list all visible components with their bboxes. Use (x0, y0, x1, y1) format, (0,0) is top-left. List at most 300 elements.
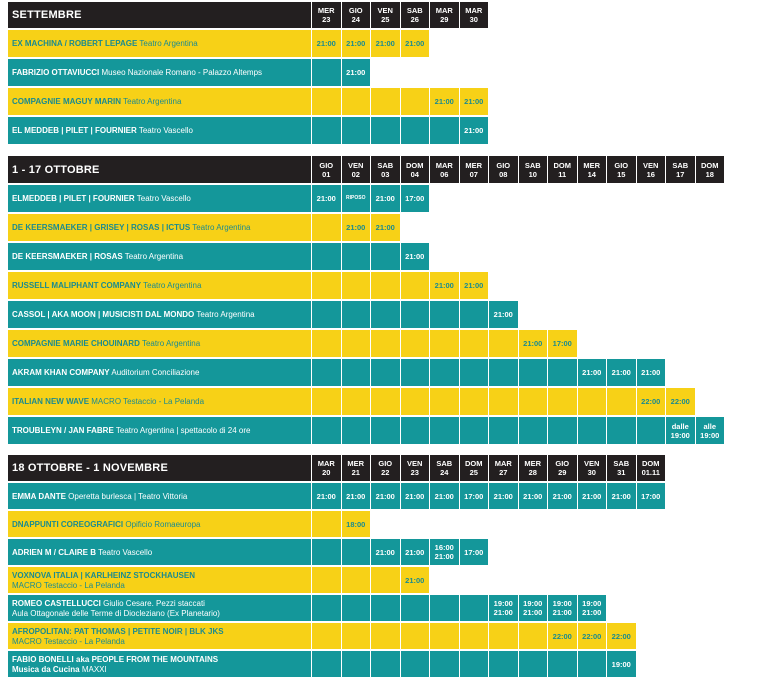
day-name: MAR (435, 6, 453, 15)
day-header (311, 156, 341, 183)
event-name: ROMEO CASTELLUCCI (12, 598, 101, 608)
time-cell (341, 539, 371, 565)
event-venue: MAXXI (81, 664, 107, 674)
time-cell (429, 388, 459, 415)
time-cell (311, 567, 341, 593)
time-cell (370, 623, 400, 649)
time-cell (547, 359, 577, 386)
time-cell (341, 483, 371, 509)
day-header (518, 455, 548, 481)
event-label (8, 388, 311, 415)
time-cell (547, 388, 577, 415)
day-number: 26 (410, 15, 419, 24)
time-text: 21:00 (493, 310, 513, 319)
day-name: VEN (377, 6, 393, 15)
day-name: SAB (406, 6, 423, 15)
time-text: 17:00 (405, 194, 425, 203)
day-name: MER (317, 6, 335, 15)
event-line (12, 126, 311, 136)
event-venue: MACRO Testaccio - La Pelanda (12, 580, 125, 590)
day-header (459, 455, 489, 481)
time-cell (400, 88, 430, 115)
event-venue: Teatro Vascello (98, 547, 153, 557)
time-text: 21:00 (582, 608, 602, 617)
day-number: 03 (381, 169, 390, 179)
time-text: 21:00 (375, 223, 395, 232)
day-number: 06 (440, 169, 449, 179)
section-title (8, 2, 311, 28)
time-cell (429, 272, 459, 299)
time-text: 21:00 (434, 97, 454, 106)
time-cell (459, 301, 489, 328)
event-name: COMPAGNIE MARIE CHOUINARD (12, 339, 140, 348)
event-line (12, 397, 311, 407)
time-cell (518, 359, 548, 386)
time-text: 21:00 (493, 491, 513, 501)
time-cell (665, 388, 695, 415)
event-label (8, 483, 311, 509)
time-text: 21:00 (552, 608, 572, 617)
time-cell (459, 539, 489, 565)
time-cell (370, 301, 400, 328)
day-name: SAB (377, 160, 394, 170)
time-cell (400, 483, 430, 509)
time-cell (429, 623, 459, 649)
day-number: 21 (351, 468, 360, 477)
event-name: EMMA DANTE (12, 491, 66, 501)
event-line (12, 571, 311, 581)
time-cell (341, 301, 371, 328)
day-number: 25 (469, 468, 478, 477)
time-cell (370, 272, 400, 299)
event-venue: Teatro Argentina (139, 39, 198, 48)
time-text: 19:00 (611, 659, 631, 669)
time-text: 21:00 (582, 368, 602, 377)
event-name: DE KEERSMAEKER | ROSAS (12, 252, 123, 261)
time-cell (518, 330, 548, 357)
time-cell (341, 272, 371, 299)
time-cell (429, 88, 459, 115)
time-text: 22:00 (611, 631, 631, 641)
time-cell (341, 388, 371, 415)
time-text: 21:00 (405, 575, 425, 585)
time-cell (341, 243, 371, 270)
time-cell (577, 651, 607, 677)
day-name: VEN (407, 459, 423, 468)
event-line (12, 548, 311, 558)
day-name: GIO (496, 160, 511, 170)
event-name: DNAPPUNTI COREOGRAFICI (12, 519, 124, 529)
event-line (12, 252, 311, 262)
time-cell (370, 30, 400, 57)
event-line (12, 599, 311, 609)
time-cell (636, 388, 666, 415)
time-cell (636, 417, 666, 444)
day-name: SAB (436, 459, 453, 468)
day-name: DOM (465, 459, 483, 468)
time-text: 21:00 (582, 491, 602, 501)
time-cell (547, 417, 577, 444)
time-text: 17:00 (552, 339, 572, 348)
event-name: ITALIAN NEW WAVE (12, 397, 90, 406)
time-cell (311, 88, 341, 115)
day-number: 23 (322, 15, 331, 24)
time-text: 21:00 (375, 491, 395, 501)
time-text: 19:00 (493, 599, 513, 608)
time-cell (370, 185, 400, 212)
event-name: EX MACHINA / ROBERT LEPAGE (12, 39, 138, 48)
time-cell (429, 330, 459, 357)
day-number: 27 (499, 468, 508, 477)
time-cell (370, 88, 400, 115)
day-number: 23 (410, 468, 419, 477)
time-text: 17:00 (464, 491, 484, 501)
event-venue: Teatro Argentina (124, 252, 184, 261)
time-cell (311, 623, 341, 649)
event-label (8, 595, 311, 621)
event-label (8, 567, 311, 593)
time-cell (459, 330, 489, 357)
day-header (636, 156, 666, 183)
time-cell (606, 359, 636, 386)
day-number: 29 (558, 468, 567, 477)
time-cell (518, 595, 548, 621)
time-cell (459, 88, 489, 115)
time-text: 21:00 (316, 39, 336, 48)
time-cell (370, 651, 400, 677)
time-cell (459, 388, 489, 415)
time-cell (488, 483, 518, 509)
day-header (459, 2, 489, 28)
section-title-text: SETTEMBRE (12, 9, 82, 21)
time-cell (488, 417, 518, 444)
day-header (488, 455, 518, 481)
event-label (8, 59, 311, 86)
time-cell (370, 388, 400, 415)
day-number: 14 (587, 169, 596, 179)
time-cell (400, 272, 430, 299)
time-text: 21:00 (523, 339, 543, 348)
event-line (12, 426, 311, 436)
time-cell (518, 483, 548, 509)
day-name: DOM (701, 160, 719, 170)
time-text: 21:00 (405, 252, 425, 261)
day-header (459, 156, 489, 183)
day-header (577, 455, 607, 481)
time-cell (400, 388, 430, 415)
time-cell (311, 511, 341, 537)
time-cell (400, 623, 430, 649)
time-text: 22:00 (552, 631, 572, 641)
event-label (8, 539, 311, 565)
section-title-text: 1 - 17 OTTOBRE (12, 163, 100, 176)
event-line (12, 655, 311, 665)
time-cell (665, 417, 695, 444)
event-name: EL MEDDEB | PILET | FOURNIER (12, 126, 137, 135)
event-venue: Giulio Cesare. Pezzi staccati (103, 598, 205, 608)
day-header (518, 156, 548, 183)
time-cell (518, 388, 548, 415)
event-venue: Teatro Argentina (143, 281, 202, 290)
event-label (8, 301, 311, 328)
day-name: VEN (643, 160, 659, 170)
time-text: 17:00 (641, 491, 661, 501)
time-cell (429, 359, 459, 386)
time-cell (606, 388, 636, 415)
day-header (606, 455, 636, 481)
time-cell (488, 301, 518, 328)
time-text: 21:00 (641, 368, 661, 377)
time-text: alle (703, 421, 716, 431)
time-cell (577, 388, 607, 415)
time-cell (518, 651, 548, 677)
event-line (12, 97, 311, 107)
event-label (8, 185, 311, 212)
day-name: MER (347, 459, 365, 468)
event-line (12, 68, 311, 78)
time-text: 21:00 (316, 194, 336, 203)
day-number: 04 (410, 169, 419, 179)
event-label (8, 272, 311, 299)
time-cell (547, 623, 577, 649)
time-cell (311, 595, 341, 621)
time-cell (400, 243, 430, 270)
time-cell (400, 595, 430, 621)
event-line (12, 665, 311, 675)
time-text: 21:00 (611, 368, 631, 377)
event-venue: Aula Ottagonale delle Terme di Diocleziano (Ex Planetario) (12, 608, 220, 618)
time-cell (370, 359, 400, 386)
event-label (8, 88, 311, 115)
time-cell (429, 595, 459, 621)
day-number: 08 (499, 169, 508, 179)
time-cell (370, 595, 400, 621)
time-cell (400, 185, 430, 212)
time-cell (488, 359, 518, 386)
event-label (8, 117, 311, 144)
event-line (12, 368, 311, 378)
day-number: 29 (440, 15, 449, 24)
time-cell (341, 417, 371, 444)
time-cell (400, 567, 430, 593)
event-venue: Auditorium Conciliazione (111, 368, 200, 377)
day-name: GIO (614, 160, 629, 170)
day-number: 20 (322, 468, 331, 477)
time-cell (400, 30, 430, 57)
time-cell (577, 483, 607, 509)
day-name: MAR (465, 6, 483, 15)
time-cell (341, 59, 371, 86)
time-cell (547, 595, 577, 621)
time-cell (311, 59, 341, 86)
event-name: FABIO BONELLI aka PEOPLE FROM THE MOUNTAINS (12, 654, 219, 664)
day-header (695, 156, 725, 183)
day-header (341, 455, 371, 481)
day-header (370, 156, 400, 183)
event-venue: Opificio Romaeuropa (125, 519, 201, 529)
event-line (12, 339, 311, 349)
day-name: SAB (613, 459, 630, 468)
time-text: 21:00 (375, 194, 395, 203)
time-text: 21:00 (346, 223, 366, 232)
time-text: 21:00 (434, 281, 454, 290)
time-cell (547, 330, 577, 357)
time-cell (370, 483, 400, 509)
event-name: RUSSELL MALIPHANT COMPANY (12, 281, 142, 290)
time-cell (459, 117, 489, 144)
day-header (370, 2, 400, 28)
time-cell (370, 330, 400, 357)
day-header (400, 455, 430, 481)
time-text: 21:00 (611, 491, 631, 501)
day-name: GIO (319, 160, 334, 170)
event-line (12, 194, 311, 204)
time-text: 21:00 (405, 547, 425, 557)
time-cell (400, 301, 430, 328)
time-cell (459, 623, 489, 649)
time-cell (400, 651, 430, 677)
time-cell (311, 330, 341, 357)
section-title (8, 156, 311, 183)
day-number: 16 (646, 169, 655, 179)
event-line (12, 520, 311, 530)
event-label (8, 651, 311, 677)
day-header (400, 2, 430, 28)
time-text: 22:00 (670, 397, 690, 406)
event-venue: Teatro Argentina | spettacolo di 24 ore (115, 426, 251, 435)
event-label (8, 243, 311, 270)
day-name: MER (583, 160, 601, 170)
time-text: 21:00 (523, 491, 543, 501)
event-name: FABRIZIO OTTAVIUCCI (12, 68, 100, 77)
time-cell (311, 243, 341, 270)
time-cell (488, 651, 518, 677)
day-number: 01.11 (641, 468, 660, 477)
day-number: 17 (676, 169, 685, 179)
day-number: 07 (469, 169, 478, 179)
day-name: GIO (378, 459, 393, 468)
day-header (488, 156, 518, 183)
time-cell (429, 417, 459, 444)
day-header (429, 156, 459, 183)
time-text: 21:00 (552, 491, 572, 501)
time-cell (400, 117, 430, 144)
time-text: 19:00 (700, 430, 720, 440)
time-cell (429, 483, 459, 509)
day-number: 24 (440, 468, 449, 477)
time-cell (311, 359, 341, 386)
day-number: 30 (587, 468, 596, 477)
time-cell (459, 483, 489, 509)
time-text: 22:00 (582, 631, 602, 641)
time-cell (311, 417, 341, 444)
time-cell (400, 539, 430, 565)
event-name: TROUBLEYN / JAN FABRE (12, 426, 114, 435)
time-cell (577, 623, 607, 649)
day-number: 24 (351, 15, 360, 24)
time-text: 21:00 (405, 39, 425, 48)
time-cell (341, 651, 371, 677)
event-venue: Teatro Argentina (141, 339, 201, 348)
day-name: SAB (524, 160, 541, 170)
time-cell (341, 30, 371, 57)
time-cell (400, 359, 430, 386)
time-cell (341, 185, 371, 212)
time-cell (606, 417, 636, 444)
time-cell (518, 623, 548, 649)
day-header (665, 156, 695, 183)
section-title-text: 18 OTTOBRE - 1 NOVEMBRE (12, 462, 168, 474)
event-name: ADRIEN M / CLAIRE B (12, 547, 96, 557)
time-cell (488, 330, 518, 357)
day-number: 11 (558, 169, 567, 179)
time-cell (311, 301, 341, 328)
time-cell (341, 214, 371, 241)
event-line (12, 310, 311, 320)
day-name: DOM (553, 160, 571, 170)
event-venue: Teatro Vascello (136, 194, 191, 203)
event-name: CASSOL | AKA MOON | MUSICISTI DAL MONDO (12, 310, 195, 319)
time-cell (459, 359, 489, 386)
time-text: 16:00 (434, 543, 454, 552)
event-venue: Teatro Argentina (123, 97, 182, 106)
day-name: MER (524, 459, 542, 468)
event-label (8, 359, 311, 386)
time-cell (311, 30, 341, 57)
time-text: 21:00 (346, 491, 366, 501)
time-text: 21:00 (464, 97, 484, 106)
time-text: 19:00 (552, 599, 572, 608)
day-number: 10 (528, 169, 537, 179)
event-venue: MACRO Testaccio - La Pelanda (12, 636, 125, 646)
time-text: 21:00 (405, 491, 425, 501)
time-cell (370, 567, 400, 593)
event-line (12, 492, 311, 502)
day-number: 18 (705, 169, 714, 179)
time-text: 21:00 (375, 39, 395, 48)
event-name: VOXNOVA ITALIA | KARLHEINZ STOCKHAUSEN (12, 570, 195, 580)
time-cell (459, 417, 489, 444)
time-cell (341, 117, 371, 144)
day-header (577, 156, 607, 183)
day-name: MAR (317, 459, 335, 468)
day-name: DOM (642, 459, 660, 468)
day-header (547, 156, 577, 183)
day-number: 02 (351, 169, 360, 179)
time-cell (518, 417, 548, 444)
time-cell (311, 539, 341, 565)
event-name: DE KEERSMAEKER | GRISEY | ROSAS | ICTUS (12, 223, 191, 232)
time-text: 21:00 (493, 608, 513, 617)
time-cell (311, 388, 341, 415)
time-cell (370, 214, 400, 241)
time-cell (370, 243, 400, 270)
event-name: ELMEDDEB | PILET | FOURNIER (12, 194, 135, 203)
time-text: 21:00 (523, 608, 543, 617)
event-name: COMPAGNIE MAGUY MARIN (12, 97, 122, 106)
day-header (400, 156, 430, 183)
time-cell (370, 117, 400, 144)
event-line (12, 281, 311, 291)
time-cell (547, 651, 577, 677)
time-cell (488, 595, 518, 621)
time-text: 18:00 (346, 519, 366, 529)
time-cell (547, 483, 577, 509)
time-cell (311, 483, 341, 509)
day-header (311, 455, 341, 481)
day-header (341, 156, 371, 183)
event-venue: Teatro Vascello (138, 126, 193, 135)
